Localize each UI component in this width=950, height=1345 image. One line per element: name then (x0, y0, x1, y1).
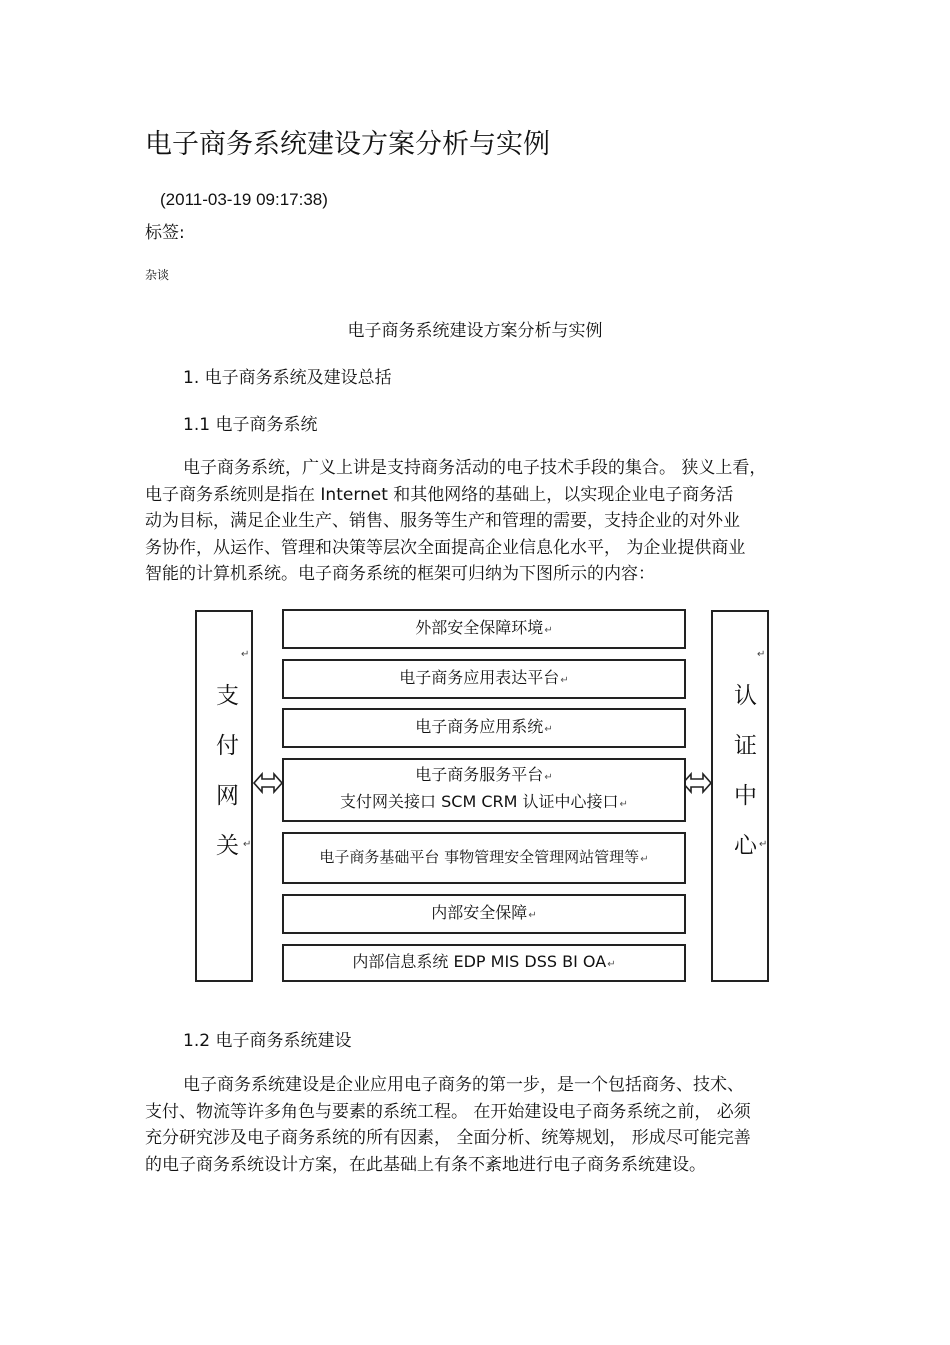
return-mark: ↵ (607, 958, 616, 970)
return-mark: ↵ (759, 839, 768, 850)
layer-application-presentation (282, 659, 686, 699)
payment-gateway-char: 网 (216, 783, 239, 809)
paragraph-line: 的电子商务系统设计方案，在此基础上有条不紊地进行电子商务系统建设。 (145, 1154, 706, 1175)
post-timestamp: (2011-03-19 09:17:38) (160, 190, 328, 209)
double-arrow-left-icon (253, 770, 283, 796)
double-arrow-right-icon (682, 770, 712, 796)
tag-label: 标签: (145, 223, 185, 243)
layer-base-platform (282, 832, 686, 884)
paragraph-line: 智能的计算机系统。电子商务系统的框架可归纳为下图所示的内容： (145, 564, 655, 584)
page-title: 电子商务系统建设方案分析与实例 (145, 129, 550, 160)
article-title: 电子商务系统建设方案分析与实例 (347, 321, 603, 341)
layer-label: 电子商务基础平台 事物管理安全管理网站管理等 (319, 847, 640, 866)
return-mark: ↵ (560, 674, 569, 686)
paragraph-line: 充分研究涉及电子商务系统的所有因素， 全面分析、统筹规划， 形成尽可能完善 (145, 1128, 751, 1148)
ecommerce-framework-diagram (181, 607, 779, 995)
paragraph-line: 支付、物流等许多角色与要素的系统工程。 在开始建设电子商务系统之前， 必须 (145, 1101, 751, 1122)
layer-label: 电子商务应用系统 (415, 716, 544, 736)
layer-external-security (282, 609, 686, 649)
certification-center-char: 认 (734, 683, 757, 709)
return-mark: ↵ (528, 909, 537, 921)
paragraph-ecommerce-system (145, 455, 810, 588)
paragraph-system-construction (145, 1072, 810, 1178)
return-mark: ↵ (241, 649, 250, 660)
tag-link[interactable]: 杂谈 (145, 268, 170, 282)
layer-label: 内部信息系统 EDP MIS DSS BI OA (352, 951, 607, 971)
section-1-2-heading: 1.2 电子商务系统建设 (183, 1031, 352, 1051)
return-mark: ↵ (619, 799, 628, 810)
certification-center-char: 心 (734, 833, 757, 859)
return-mark: ↵ (544, 723, 553, 735)
layer-label: 内部安全保障 (431, 902, 528, 922)
layer-label: 电子商务服务平台 (415, 765, 544, 784)
payment-gateway-char: 付 (216, 733, 239, 759)
certification-center-char: 证 (734, 733, 757, 759)
return-mark: ↵ (243, 839, 252, 850)
return-mark: ↵ (757, 649, 766, 660)
paragraph-line: 电子商务系统，广义上讲是支持商务活动的电子技术手段的集合。 狭义上看， (183, 458, 767, 478)
layer-application-system (282, 708, 686, 748)
return-mark: ↵ (544, 624, 553, 636)
paragraph-line: 电子商务系统建设是企业应用电子商务的第一步，是一个包括商务、技术、 (183, 1075, 744, 1095)
section-1-1-heading: 1.1 电子商务系统 (183, 415, 318, 435)
paragraph-line: 务协作，从运作、管理和决策等层次全面提高企业信息化水平， 为企业提供商业 (145, 537, 746, 558)
paragraph-line: 动为目标，满足企业生产、销售、服务等生产和管理的需要，支持企业的对外业 (145, 511, 740, 531)
return-mark: ↵ (544, 772, 553, 783)
section-1-heading: 1. 电子商务系统及建设总括 (183, 368, 392, 388)
paragraph-line: 电子商务系统则是指在 Internet 和其他网络的基础上，以实现企业电子商务活 (145, 484, 734, 505)
certification-center-char: 中 (734, 783, 757, 809)
layer-internal-security (282, 894, 686, 934)
payment-gateway-char: 关 (216, 833, 239, 859)
layer-internal-info-systems (282, 944, 686, 982)
payment-gateway-char: 支 (216, 683, 239, 709)
layer-label: 外部安全保障环境 (415, 617, 544, 637)
layer-label: 支付网关接口 SCM CRM 认证中心接口 (340, 792, 619, 811)
layer-label: 电子商务应用表达平台 (399, 667, 560, 687)
layer-service-platform (282, 758, 686, 822)
return-mark: ↵ (640, 853, 649, 865)
